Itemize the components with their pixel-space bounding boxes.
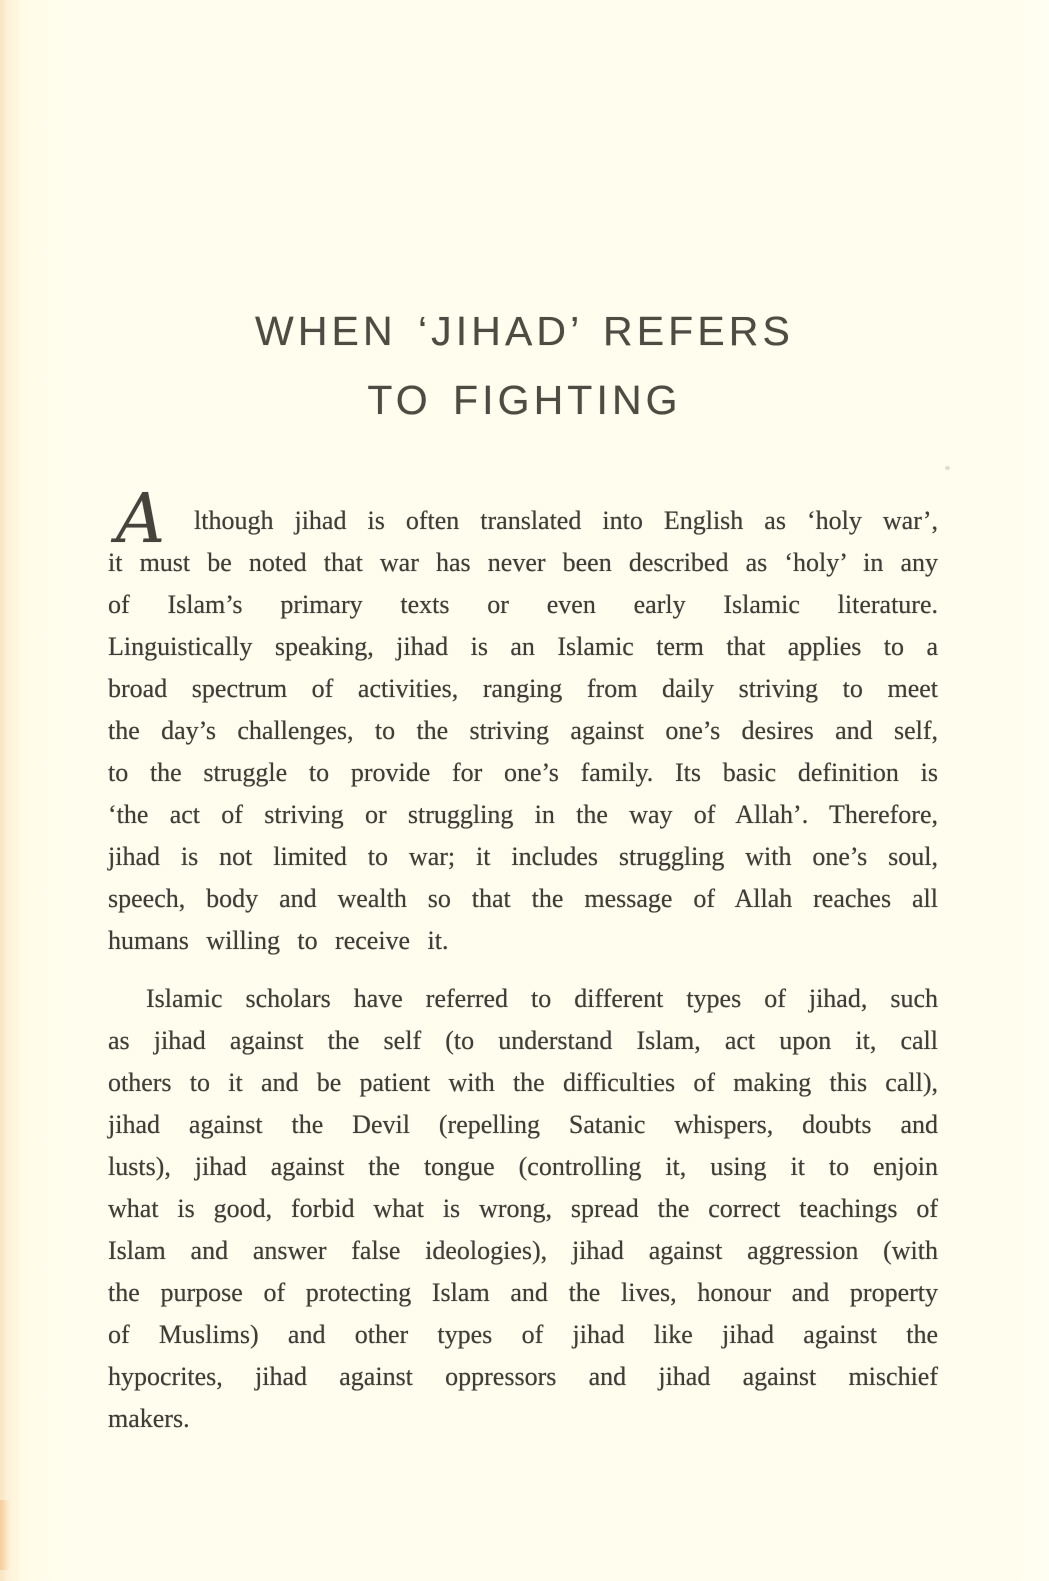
body-line: what is good, forbid what is wrong, spread the correct teachings of [108,1194,938,1223]
scan-edge-smudge [0,1500,10,1570]
body-line: it must be noted that war has never been described as ‘holy’ in any [108,548,938,577]
body-line [108,480,938,559]
body-line: hypocrites, jihad against oppressors and jihad against mischief [108,1362,938,1391]
body-line: Linguistically speaking, jihad is an Islamic term that applies to a [108,632,938,661]
drop-cap-letter: A [116,480,166,559]
body-line: as jihad against the self (to understand Islam, act upon it, call [108,1026,938,1055]
body-line: Islamic scholars have referred to different types of jihad, such [146,984,938,1013]
chapter-title [0,297,1049,435]
body-line: others to it and be patient with the difficulties of making this call), [108,1068,938,1097]
paragraph-1 [108,480,938,962]
body-line: the day’s challenges, to the striving against one’s desires and self, [108,716,938,745]
body-line: the purpose of protecting Islam and the lives, honour and property [108,1278,938,1307]
chapter-title-line-1: WHEN ‘JIHAD’ REFERS [255,308,794,354]
body-line-text: lthough jihad is often translated into English as ‘holy war’, [194,506,938,535]
body-line: humans willing to receive it. [108,926,449,955]
body-line: makers. [108,1404,190,1433]
paper-speck [945,466,950,470]
body-line: speech, body and wealth so that the message of Allah reaches all [108,884,938,913]
body-line: broad spectrum of activities, ranging from daily striving to meet [108,674,938,703]
body-line: of Muslims) and other types of jihad like jihad against the [108,1320,938,1349]
body-text [108,480,938,1440]
chapter-title-line-2: TO FIGHTING [367,377,682,423]
body-line: of Islam’s primary texts or even early Islamic literature. [108,590,938,619]
body-line: to the struggle to provide for one’s family. Its basic definition is [108,758,938,787]
body-line: Islam and answer false ideologies), jihad against aggression (with [108,1236,938,1265]
body-line: jihad against the Devil (repelling Satanic whispers, doubts and [108,1110,938,1139]
body-line: ‘the act of striving or struggling in the way of Allah’. Therefore, [108,800,938,829]
paragraph-2 [108,978,938,1440]
body-line: lusts), jihad against the tongue (controlling it, using it to enjoin [108,1152,938,1181]
body-line: jihad is not limited to war; it includes struggling with one’s soul, [108,842,938,871]
